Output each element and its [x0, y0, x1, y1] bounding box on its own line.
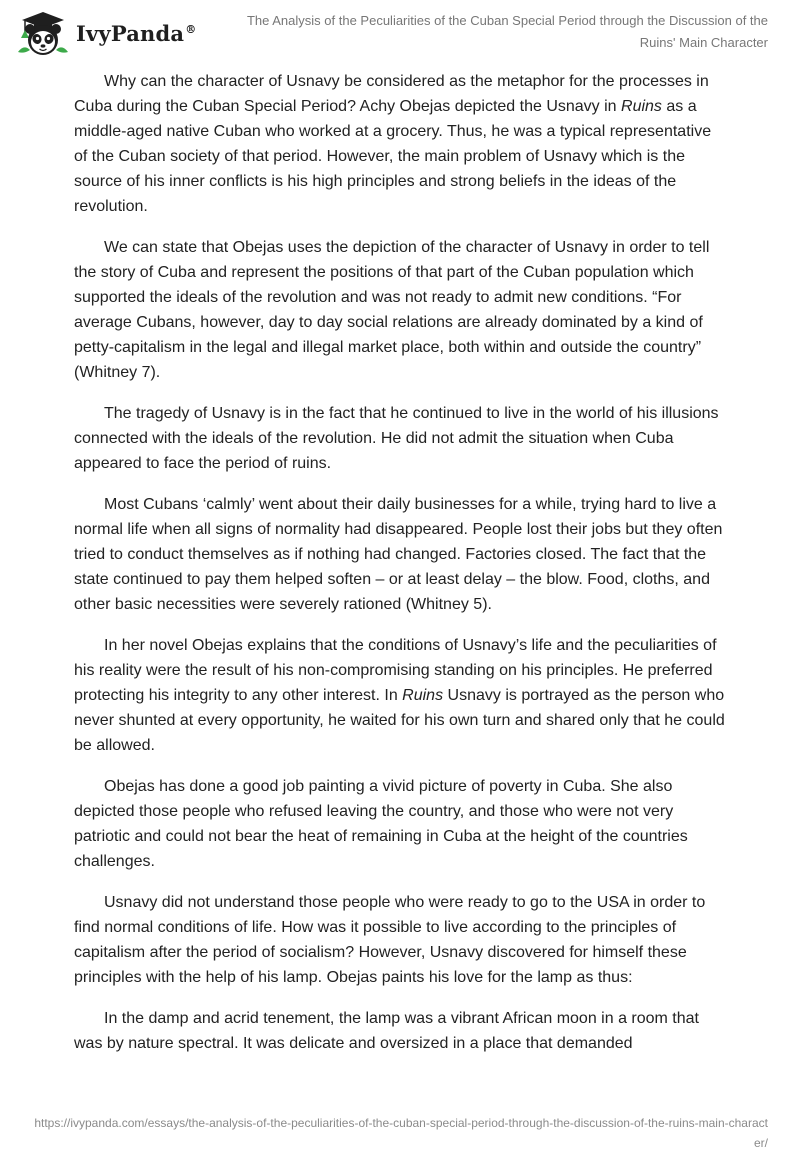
essay-paragraph: [74, 401, 726, 476]
italic-title: Ruins: [621, 98, 662, 115]
essay-paragraph: [74, 774, 726, 874]
paragraph-text: Most Cubans ‘calmly’ went about their daily businesses for a while, trying hard to live a normal life when all signs of normality had disappeared. People lost their jobs but they often tried to conduct themselves as if nothing had changed. Factories closed. The fact that the state continued to pay them helped soften – or at least delay – the blow. Food, cloths, and other basic necessities were severely rationed (Whitney 5).: [74, 496, 723, 613]
paragraph-text: We can state that Obejas uses the depiction of the character of Usnavy in order to tell the story of Cuba and represent the positions of that part of the Cuban population which supported the ideals of the revolution and was not ready to admit new conditions. “For average Cubans, however, day to day social relations are already dominated by a kind of petty-capitalism in the legal and illegal market place, both within and outside the country” (Whitney 7).: [74, 239, 710, 381]
page-header: [0, 0, 800, 62]
essay-paragraph: [74, 890, 726, 990]
document-title: The Analysis of the Peculiarities of the Cuban Special Period through the Discussion of the Ruins' Main Character: [246, 13, 768, 50]
paragraph-text: Obejas has done a good job painting a vivid picture of poverty in Cuba. She also depicted those people who refused leaving the country, and those who were not very patriotic and could not bear the heat of remaining in Cuba at the height of the countries challenges.: [74, 778, 688, 870]
essay-paragraph: [74, 1006, 726, 1056]
essay-paragraph: [74, 492, 726, 617]
source-url[interactable]: https://ivypanda.com/essays/the-analysis-of-the-peculiarities-of-the-cuban-special-period-through-the-discussion-of-the-ruins-main-character/: [34, 1116, 768, 1150]
essay-body: [74, 69, 726, 1072]
paragraph-text: as a middle-aged native Cuban who worked at a grocery. Thus, he was a typical representative of the Cuban society of that period. However, the main problem of Usnavy which is the source of his inner conflicts is his high principles and strong beliefs in the ideas of the revolution.: [74, 98, 712, 215]
essay-paragraph: [74, 235, 726, 385]
italic-title: Ruins: [402, 687, 444, 704]
paragraph-text: In her novel Obejas explains that the conditions of Usnavy’s life and the peculiarities of his reality were the result of his non-compromising standing on his principles. He preferred protecting his integrity to any other interest. In: [74, 637, 717, 704]
paragraph-text: In the damp and acrid tenement, the lamp was a vibrant African moon in a room that was by nature spectral. It was delicate and oversized in a place that demanded: [74, 1010, 699, 1052]
paragraph-text: Usnavy is portrayed as the person who never shunted at every opportunity, he waited for his own turn and shared only that he could be allowed.: [74, 687, 725, 754]
paragraph-text: Why can the character of Usnavy be considered as the metaphor for the processes in Cuba during the Cuban Special Period? Achy Obejas depicted the Usnavy in: [74, 73, 709, 115]
panda-graduate-icon: [16, 8, 70, 58]
logo-wordmark: IvyPanda®: [76, 20, 197, 46]
essay-paragraph: [74, 633, 726, 758]
essay-paragraph: [74, 69, 726, 219]
paragraph-text: The tragedy of Usnavy is in the fact that he continued to live in the world of his illusions connected with the ideals of the revolution. He did not admit the situation when Cuba appeared to face the period of ruins.: [74, 405, 719, 472]
ivypanda-logo[interactable]: [16, 8, 196, 58]
paragraph-text: Usnavy did not understand those people who were ready to go to the USA in order to find normal conditions of life. How was it possible to live according to the principles of capitalism after the period of socialism? However, Usnavy discovered for himself these principles with the help of his lamp. Obejas paints his love for the lamp as thus:: [74, 894, 706, 986]
